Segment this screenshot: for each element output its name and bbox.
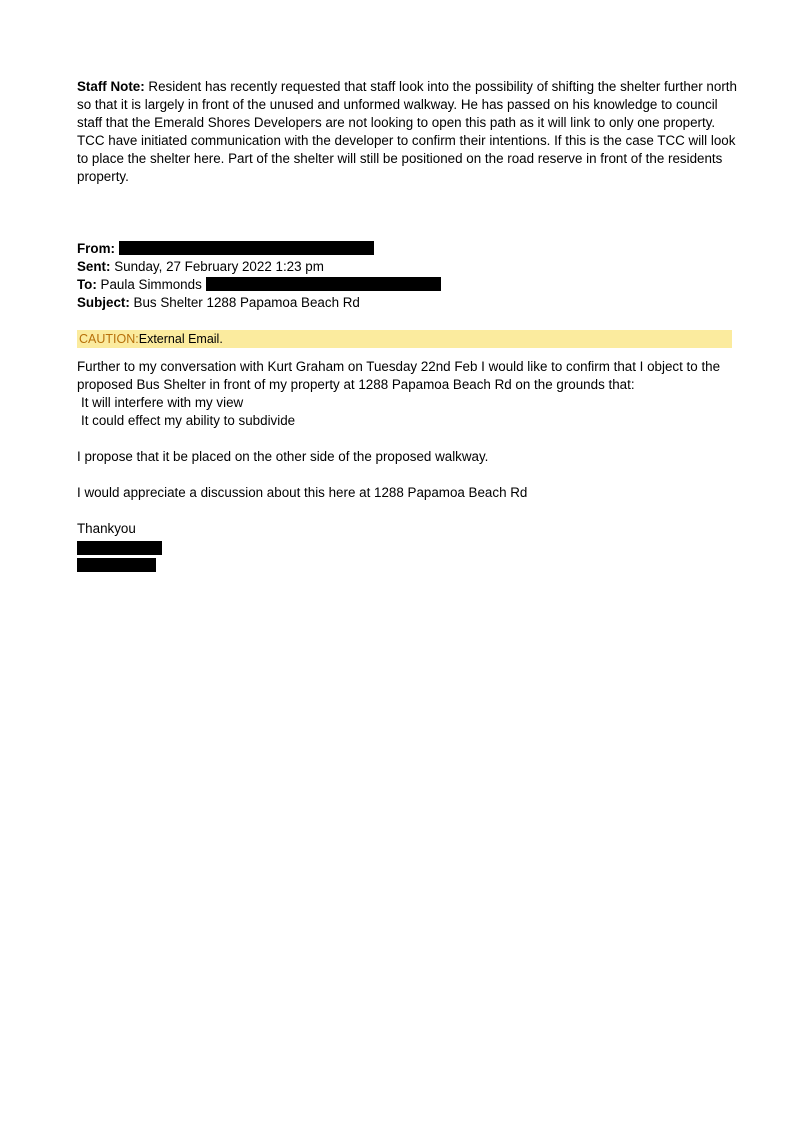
staff-note bbox=[77, 78, 737, 186]
to-line bbox=[77, 276, 737, 294]
signoff: Thankyou bbox=[77, 521, 136, 536]
from-line bbox=[77, 240, 737, 258]
subject-value: Bus Shelter 1288 Papamoa Beach Rd bbox=[129, 295, 360, 310]
caution-banner bbox=[77, 330, 732, 348]
document-page bbox=[77, 78, 737, 572]
staff-note-text: Resident has recently requested that staff look into the possibility of shifting the shelter further north so that it is largely in front of the unused and unformed walkway. He has passed on his knowledge to council staff that the Emerald Shores Developers are not looking to open this path as it will link to only one property. TCC have initiated communication with the developer to confirm their intentions. If this is the case TCC will look to place the shelter here. Part of the shelter will still be positioned on the road reserve in front of the residents property. bbox=[77, 79, 737, 184]
from-label: From: bbox=[77, 241, 115, 256]
to-email-redaction bbox=[206, 277, 441, 291]
sent-label: Sent: bbox=[77, 259, 111, 274]
body-discussion: I would appreciate a discussion about this here at 1288 Papamoa Beach Rd bbox=[77, 485, 528, 500]
email-body bbox=[77, 358, 737, 572]
email-header bbox=[77, 240, 737, 312]
caution-label: CAUTION: bbox=[79, 332, 139, 346]
sent-value: Sunday, 27 February 2022 1:23 pm bbox=[110, 259, 324, 274]
from-redaction bbox=[119, 241, 374, 255]
subject-line bbox=[77, 294, 737, 312]
sent-line bbox=[77, 258, 737, 276]
reason-item: It will interfere with my view bbox=[81, 395, 244, 410]
body-proposal: I propose that it be placed on the other side of the proposed walkway. bbox=[77, 449, 489, 464]
staff-note-label: Staff Note: bbox=[77, 79, 145, 94]
to-value: Paula Simmonds bbox=[96, 277, 202, 292]
to-label: To: bbox=[77, 277, 97, 292]
reason-item: It could effect my ability to subdivide bbox=[81, 413, 296, 428]
body-intro: Further to my conversation with Kurt Graham on Tuesday 22nd Feb I would like to confirm that I object to the proposed Bus Shelter in front of my property at 1288 Papamoa Beach Rd on the grounds that: bbox=[77, 359, 721, 392]
signature-redaction bbox=[77, 558, 156, 572]
signature-redaction bbox=[77, 541, 162, 555]
subject-label: Subject: bbox=[77, 295, 130, 310]
reasons-list bbox=[77, 394, 737, 430]
caution-text: External Email. bbox=[138, 332, 223, 346]
